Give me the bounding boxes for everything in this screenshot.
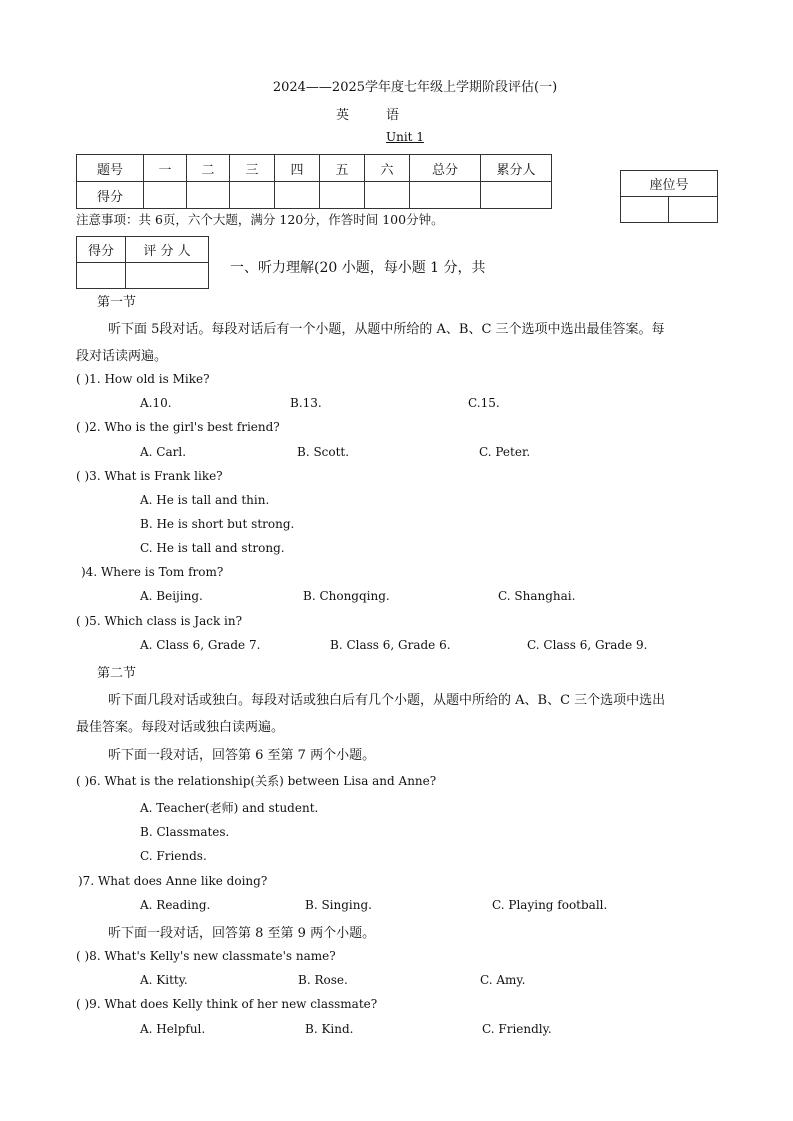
unit-label: Unit 1 xyxy=(386,130,424,144)
score-table-score-row xyxy=(77,182,552,209)
score-input-cell[interactable] xyxy=(230,182,275,209)
question-8-option-a: A. Kitty. xyxy=(140,973,188,987)
subject-char-1: 英 xyxy=(336,108,351,123)
section-2-heading: 第二节 xyxy=(97,666,137,681)
exam-title: 2024——2025学年度七年级上学期阶段评估(一) xyxy=(272,80,558,95)
score-cell: 三 xyxy=(230,155,275,182)
question-9: ( )9. What does Kelly think of her new classmate? xyxy=(76,997,378,1011)
score-cell: 题号 xyxy=(77,155,144,182)
score-input-cell[interactable] xyxy=(481,182,552,209)
question-2: ( )2. Who is the girl's best friend? xyxy=(76,420,280,434)
score-cell: 五 xyxy=(320,155,365,182)
question-7-option-a: A. Reading. xyxy=(140,898,211,912)
question-4-option-a: A. Beijing. xyxy=(140,589,203,603)
question-5-option-c: C. Class 6, Grade 9. xyxy=(527,638,648,652)
score-input-cell[interactable] xyxy=(320,182,365,209)
grader-score-label: 得分 xyxy=(77,237,126,263)
question-5-option-b: B. Class 6, Grade 6. xyxy=(330,638,451,652)
grader-name-cell[interactable] xyxy=(126,263,209,289)
score-table-header-row xyxy=(77,155,552,182)
score-cell: 一 xyxy=(144,155,187,182)
section-1-instruction-line1: 听下面 5段对话。每段对话后有一个小题，从题中所给的 A、B、C 三个选项中选出最佳答案。每 xyxy=(108,322,665,337)
score-input-cell[interactable] xyxy=(275,182,320,209)
score-cell: 二 xyxy=(187,155,230,182)
section-2-sub-instruction-1: 听下面一段对话，回答第 6 至第 7 两个小题。 xyxy=(108,748,376,763)
question-1: ( )1. How old is Mike? xyxy=(76,372,210,386)
seat-table xyxy=(620,170,718,223)
score-input-cell[interactable] xyxy=(410,182,481,209)
question-3-option-c: C. He is tall and strong. xyxy=(140,541,285,555)
score-input-cell[interactable] xyxy=(187,182,230,209)
question-9-option-b: B. Kind. xyxy=(305,1022,354,1036)
question-1-option-c: C.15. xyxy=(468,396,500,410)
section-2-instruction-line1: 听下面几段对话或独白。每段对话或独白后有几个小题，从题中所给的 A、B、C 三个选项中选出 xyxy=(108,693,666,708)
question-3-option-b: B. He is short but strong. xyxy=(140,517,295,531)
question-3-option-a: A. He is tall and thin. xyxy=(140,493,270,507)
score-cell: 累分人 xyxy=(481,155,552,182)
seat-input-cell[interactable] xyxy=(669,197,718,223)
question-7-option-c: C. Playing football. xyxy=(492,898,608,912)
score-cell: 六 xyxy=(365,155,410,182)
part-title: 一、听力理解(20 小题，每小题 1 分，共 xyxy=(230,260,486,276)
section-1-instruction-line2: 段对话读两遍。 xyxy=(76,349,168,364)
question-6-option-a: A. Teacher(老师) and student. xyxy=(140,801,319,815)
question-3: ( )3. What is Frank like? xyxy=(76,469,223,483)
question-9-option-a: A. Helpful. xyxy=(140,1022,206,1036)
score-row-label: 得分 xyxy=(77,182,144,209)
section-1-heading: 第一节 xyxy=(97,295,137,310)
question-4-option-c: C. Shanghai. xyxy=(498,589,576,603)
question-2-option-a: A. Carl. xyxy=(140,445,187,459)
question-7: )7. What does Anne like doing? xyxy=(78,874,268,888)
score-input-cell[interactable] xyxy=(144,182,187,209)
question-2-option-c: C. Peter. xyxy=(479,445,531,459)
grader-table xyxy=(76,236,209,289)
question-8: ( )8. What's Kelly's new classmate's name? xyxy=(76,949,336,963)
section-2-instruction-line2: 最佳答案。每段对话或独白读两遍。 xyxy=(76,720,285,735)
score-cell: 总分 xyxy=(410,155,481,182)
seat-input-cell[interactable] xyxy=(621,197,669,223)
score-table xyxy=(76,154,552,209)
question-8-option-c: C. Amy. xyxy=(480,973,526,987)
question-1-option-b: B.13. xyxy=(290,396,322,410)
question-6: ( )6. What is the relationship(关系) between Lisa and Anne? xyxy=(76,774,437,788)
notice-text: 注意事项：共 6页，六个大题，满分 120分，作答时间 100分钟。 xyxy=(76,212,444,227)
grader-score-cell[interactable] xyxy=(77,263,126,289)
question-5-option-a: A. Class 6, Grade 7. xyxy=(140,638,261,652)
question-4-option-b: B. Chongqing. xyxy=(303,589,390,603)
question-1-option-a: A.10. xyxy=(140,396,172,410)
grader-name-label: 评 分 人 xyxy=(126,237,209,263)
question-2-option-b: B. Scott. xyxy=(297,445,350,459)
question-5: ( )5. Which class is Jack in? xyxy=(76,614,243,628)
question-8-option-b: B. Rose. xyxy=(298,973,348,987)
question-4: )4. Where is Tom from? xyxy=(81,565,224,579)
seat-label: 座位号 xyxy=(621,171,718,197)
question-9-option-c: C. Friendly. xyxy=(482,1022,552,1036)
question-6-option-c: C. Friends. xyxy=(140,849,207,863)
section-2-sub-instruction-2: 听下面一段对话，回答第 8 至第 9 两个小题。 xyxy=(108,926,376,941)
question-7-option-b: B. Singing. xyxy=(305,898,372,912)
score-input-cell[interactable] xyxy=(365,182,410,209)
score-cell: 四 xyxy=(275,155,320,182)
question-6-option-b: B. Classmates. xyxy=(140,825,230,839)
subject-char-2: 语 xyxy=(386,108,401,123)
subject-title xyxy=(336,104,400,123)
